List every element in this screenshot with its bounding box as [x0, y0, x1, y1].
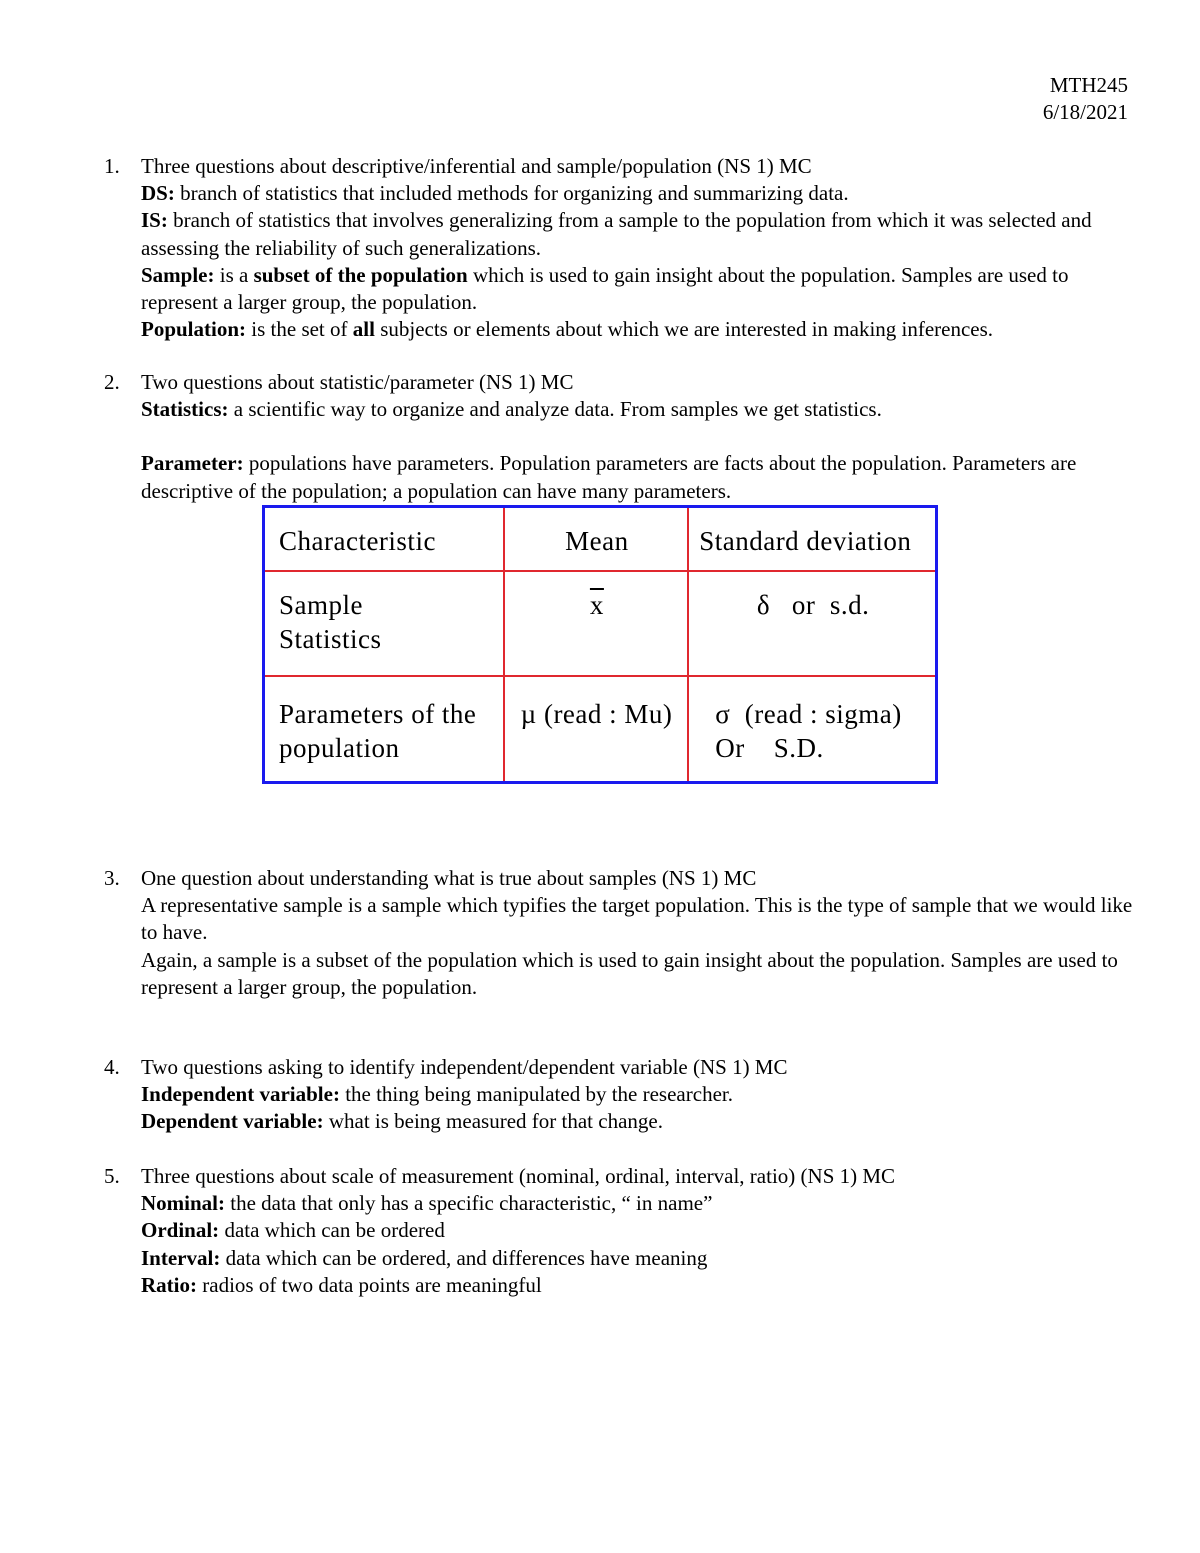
question-title: Two questions about statistic/parameter (NS 1) MC [141, 370, 574, 394]
sample-sd-symbol: δ or s.d. [688, 571, 936, 676]
question-number: 5. [104, 1164, 120, 1188]
term: IS: [141, 208, 168, 233]
term: Dependent variable: [141, 1109, 324, 1134]
population-mean-symbol: µ (read : Mu) [504, 676, 689, 783]
term: Ordinal: [141, 1218, 220, 1243]
sd-line: σ (read : sigma) [715, 698, 902, 729]
row-label [264, 676, 504, 783]
table-row-sample [264, 571, 937, 676]
term: Independent variable: [141, 1082, 340, 1107]
row-label-line: Statistics [279, 623, 382, 654]
question-number: 4. [104, 1055, 120, 1079]
definition-dependent [141, 1108, 1144, 1135]
definition-text: which is used to gain insight about the population. Samples are used to represent a larger group, the population. [141, 262, 1069, 315]
question-1 [104, 153, 1144, 343]
x-bar-symbol: $\overline{x}$ [589, 589, 604, 620]
row-label-line: population [279, 732, 400, 763]
definition-text: what is being measured for that change. [323, 1109, 663, 1134]
definition-text: is a [214, 262, 254, 287]
definition-text: data which can be ordered, and differences have meaning [220, 1245, 708, 1270]
term: Parameter: [141, 451, 244, 476]
row-label-line: Parameters of the [279, 698, 477, 729]
paragraph: A representative sample is a sample which typifies the target population. This is the type of sample that we would like to have. [141, 893, 1133, 945]
header-standard-deviation: Standard deviation [688, 507, 936, 571]
definition-statistics [141, 396, 1144, 423]
question-4 [104, 1054, 1144, 1136]
definition-text: branch of statistics that included methods for organizing and summarizing data. [174, 181, 849, 206]
question-title: Three questions about descriptive/inferential and sample/population (NS 1) MC [141, 154, 812, 178]
term: Population: [141, 317, 247, 342]
document-header [1043, 72, 1128, 126]
question-number: 2. [104, 370, 120, 394]
question-3 [104, 865, 1144, 1001]
term: Ratio: [141, 1272, 197, 1297]
term: DS: [141, 181, 175, 206]
course-code: MTH245 [1049, 73, 1128, 97]
definition-ordinal [141, 1217, 1144, 1244]
question-2 [104, 369, 1144, 505]
definition-text: the data that only has a specific characteristic, “ in name” [225, 1191, 713, 1216]
definition-nominal [141, 1190, 1144, 1217]
definition-text: radios of two data points are meaningful [197, 1272, 542, 1297]
term: Statistics: [141, 397, 229, 422]
definition-is [141, 207, 1144, 261]
definition-text: a scientific way to organize and analyze data. From samples we get statistics. [228, 397, 882, 422]
emphasis: subset of the population [253, 262, 468, 287]
term: Interval: [141, 1245, 221, 1270]
row-label [264, 571, 504, 676]
question-title: One question about understanding what is true about samples (NS 1) MC [141, 866, 757, 890]
definition-interval [141, 1245, 1144, 1272]
table-header-row [264, 507, 937, 571]
question-title: Three questions about scale of measurement (nominal, ordinal, interval, ratio) (NS 1) MC [141, 1164, 896, 1188]
emphasis: all [352, 317, 375, 342]
definition-ds [141, 180, 1144, 207]
sd-line: Or S.D. [715, 732, 824, 763]
definition-sample [141, 262, 1144, 316]
definition-text: branch of statistics that involves generalizing from a sample to the population from which it was selected and assessing the reliability of such generalizations. [141, 208, 1092, 260]
population-sd-symbol [688, 676, 936, 783]
definition-parameter [141, 450, 1144, 504]
term: Sample: [141, 262, 215, 287]
document-date: 6/18/2021 [1042, 100, 1128, 125]
definition-ratio [141, 1272, 1144, 1299]
question-number: 3. [104, 866, 120, 890]
definition-text: the thing being manipulated by the researcher. [339, 1082, 733, 1107]
definition-text: data which can be ordered [219, 1218, 445, 1243]
definition-text: subjects or elements about which we are interested in making inferences. [374, 317, 994, 342]
definition-text: populations have parameters. Population parameters are facts about the population. Parameters are descriptive of the population; a population can have many parameters. [141, 451, 1077, 503]
header-mean: Mean [504, 507, 689, 571]
term: Nominal: [141, 1191, 225, 1216]
question-5 [104, 1163, 1144, 1299]
row-label-line: Sample [279, 589, 363, 620]
statistics-parameters-table [262, 505, 938, 784]
table-row-parameters [264, 676, 937, 783]
definition-independent [141, 1081, 1144, 1108]
paragraph: Again, a sample is a subset of the population which is used to gain insight about the population. Samples are used to represent a larger group, the population. [141, 947, 1118, 999]
header-characteristic: Characteristic [264, 507, 504, 571]
sample-mean-symbol [504, 571, 689, 676]
question-title: Two questions asking to identify independent/dependent variable (NS 1) MC [141, 1055, 788, 1079]
definition-text: is the set of [246, 317, 353, 342]
question-number: 1. [104, 154, 120, 178]
definition-population [141, 316, 1144, 343]
